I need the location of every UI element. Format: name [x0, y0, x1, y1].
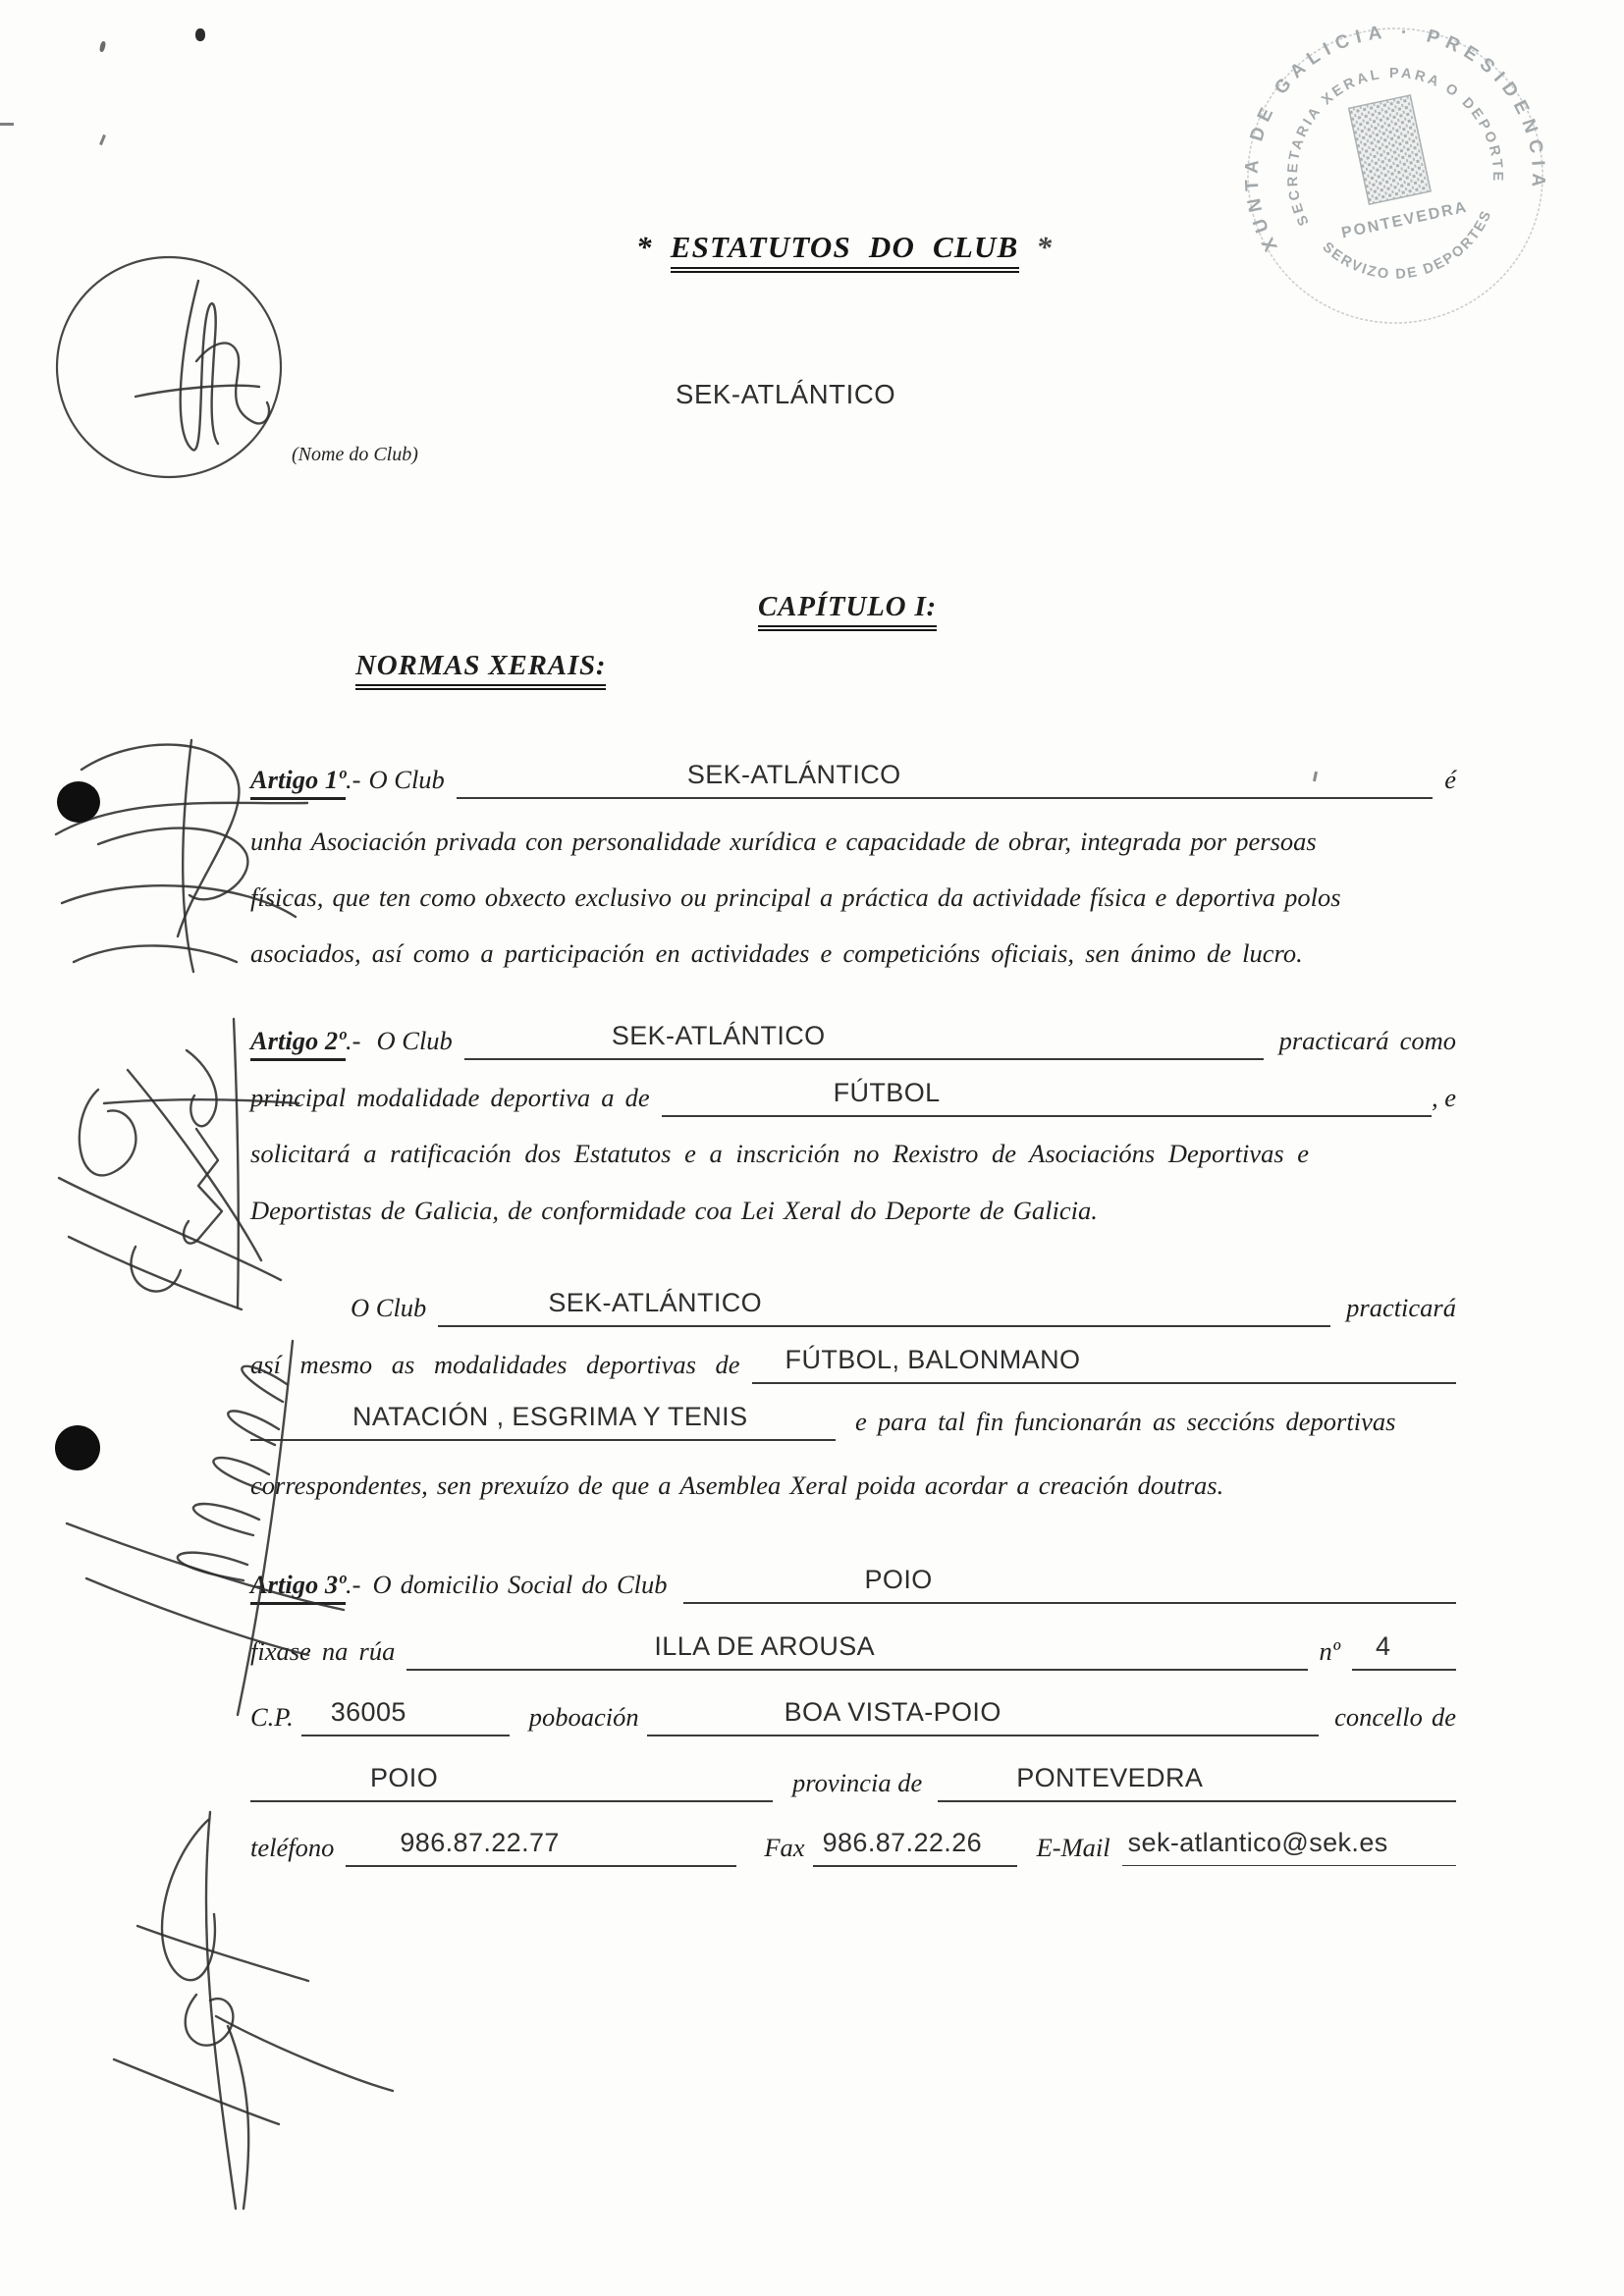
- article1-club-value: SEK-ATLÁNTICO: [686, 760, 901, 789]
- article3-street-label: fixase na rúa: [250, 1636, 396, 1666]
- article2-modality-tail: , e: [1431, 1083, 1456, 1112]
- official-round-stamp: [1203, 0, 1587, 368]
- article3-street-value: ILLA DE AROUSA: [654, 1631, 876, 1661]
- article1-body-line: unha Asociación privada con personalidade xurídica e capacidade de obrar, integrada por persoas: [250, 827, 1317, 856]
- article1-sep: .-: [346, 765, 361, 794]
- club-paragraph-line2-lead: así mesmo as modalidades deportivas de: [250, 1350, 740, 1379]
- article3-email-value: sek-atlantico@sek.es: [1127, 1828, 1388, 1857]
- article1-lead: O Club: [368, 765, 445, 794]
- article3-cp-row: [250, 1697, 1456, 1736]
- signature-margin-4: [81, 1798, 414, 2216]
- stamp-city-text: PONTEVEDRA: [1339, 198, 1470, 242]
- article3-fax-value: 986.87.22.26: [822, 1828, 983, 1857]
- article3-council-label: concello de: [1334, 1702, 1456, 1732]
- article3-town-label: poboación: [528, 1702, 639, 1732]
- article3-council-field: [250, 1763, 773, 1802]
- scan-speck: [99, 134, 106, 145]
- article2-sep: .-: [346, 1026, 361, 1055]
- article3-domicile-field: [683, 1565, 1456, 1604]
- signature-margin-2: [41, 1013, 306, 1322]
- club-paragraph-after: practicará: [1346, 1293, 1456, 1322]
- section-heading: [355, 650, 606, 690]
- hole-punch-dot: [55, 1425, 100, 1470]
- article2-modality-row: [250, 1078, 1456, 1117]
- article2-club-field: [464, 1021, 1264, 1060]
- club-paragraph-line3-tail: e para tal fin funcionarán as seccións deportivas: [855, 1407, 1396, 1436]
- article1-body-line: asociados, así como a participación en actividades e competicións oficiais, sen ánimo de lucro.: [250, 938, 1303, 968]
- article2-modality-field: [662, 1078, 1432, 1117]
- article3-lead: O domicilio Social do Club: [372, 1570, 668, 1599]
- article3-number-value: 4: [1376, 1631, 1391, 1661]
- article2-club-row: [250, 1021, 1456, 1061]
- article1-club-field: [457, 760, 1433, 799]
- article3-phone-label: teléfono: [250, 1833, 335, 1862]
- document-title-row: [636, 230, 1053, 273]
- article3-province-value: PONTEVEDRA: [1016, 1763, 1204, 1792]
- article2-body-line: Deportistas de Galicia, de conformidade coa Lei Xeral do Deporte de Galicia.: [250, 1196, 1098, 1225]
- article1-body-line: físicas, que ten como obxecto exclusivo ou principal a práctica da actividade física e deportiva polos: [250, 882, 1341, 912]
- section-heading-text: NORMAS XERAIS:: [355, 650, 606, 690]
- title-asterisk-right: *: [1036, 230, 1054, 264]
- club-paragraph-line3-value: NATACIÓN , ESGRIMA Y TENIS: [352, 1402, 748, 1431]
- article3-cp-value: 36005: [330, 1697, 406, 1727]
- article3-town-field: [647, 1697, 1320, 1736]
- article3-domicile-row: [250, 1565, 1456, 1605]
- article3-council-row: [250, 1763, 1456, 1802]
- article2-lead: O Club: [376, 1026, 453, 1055]
- signature-margin-1: [44, 728, 339, 1013]
- article2-modality-value: FÚTBOL: [833, 1078, 941, 1107]
- article3-contact-row: [250, 1828, 1456, 1867]
- club-paragraph-row2: [250, 1345, 1456, 1384]
- club-paragraph-row1: [250, 1288, 1456, 1327]
- scan-speck: [195, 28, 205, 41]
- article2-modality-lead: principal modalidade deportiva a de: [250, 1083, 650, 1112]
- article1-tail: é: [1444, 765, 1456, 794]
- article1-label: Artigo 1º: [250, 764, 346, 800]
- article3-email-label: E-Mail: [1036, 1833, 1110, 1862]
- article2-label: Artigo 2º: [250, 1025, 346, 1061]
- club-paragraph-club-field: [438, 1288, 1330, 1327]
- article2-club-value: SEK-ATLÁNTICO: [611, 1021, 826, 1050]
- stamp-emblem: [1349, 95, 1431, 204]
- article3-street-field: [406, 1631, 1307, 1671]
- club-paragraph-club-value: SEK-ATLÁNTICO: [548, 1288, 763, 1317]
- title-asterisk-left: *: [636, 230, 653, 264]
- article3-sep: .-: [346, 1570, 361, 1599]
- article3-number-label: nº: [1319, 1636, 1340, 1666]
- article3-email-field: [1122, 1828, 1456, 1866]
- article3-province-field: [938, 1763, 1456, 1802]
- scan-speck: [99, 41, 107, 53]
- stamp-inner-text: SECRETARIA XERAL PARA O DEPORTE: [1284, 65, 1506, 229]
- chapter-heading-text: CAPÍTULO I:: [758, 591, 937, 631]
- club-paragraph-line4: correspondentes, sen prexuízo de que a Asemblea Xeral poida acordar a creación doutras.: [250, 1470, 1224, 1500]
- club-paragraph-row3: [250, 1402, 1456, 1441]
- article3-fax-label: Fax: [764, 1833, 805, 1862]
- signature-circled: [49, 247, 304, 495]
- article3-domicile-value: POIO: [864, 1565, 933, 1594]
- article3-street-row: [250, 1631, 1456, 1671]
- article1-club-row: [250, 760, 1456, 800]
- article3-label: Artigo 3º: [250, 1569, 346, 1605]
- club-paragraph-line2-value: FÚTBOL, BALONMANO: [785, 1345, 1081, 1374]
- hole-punch-dot: [57, 781, 100, 823]
- document-title: ESTATUTOS DO CLUB: [671, 230, 1019, 273]
- signature-margin-3: [51, 1327, 355, 1725]
- article3-cp-label: C.P.: [250, 1702, 294, 1732]
- article3-council-value: POIO: [370, 1763, 439, 1792]
- club-name-typed: SEK-ATLÁNTICO: [676, 379, 896, 409]
- stamp-bottom-text: SERVIZO DE DEPORTES: [1319, 207, 1495, 283]
- scan-speck: [0, 123, 14, 126]
- article3-phone-value: 986.87.22.77: [400, 1828, 560, 1857]
- article2-after-club: practicará como: [1278, 1026, 1456, 1055]
- article3-town-value: BOA VISTA-POIO: [784, 1697, 1001, 1727]
- article3-province-label: provincia de: [792, 1768, 923, 1797]
- article3-fax-field: [813, 1828, 1017, 1867]
- chapter-heading: [758, 591, 937, 631]
- club-name-caption: (Nome do Club): [292, 444, 418, 465]
- article3-number-field: [1352, 1631, 1456, 1671]
- stamp-outer-text: XUNTA DE GALICIA · PRESIDENCIA: [1241, 22, 1549, 255]
- article2-body-line: solicitará a ratificación dos Estatutos e a inscrición no Rexistro de Asociacións Deportivas e: [250, 1139, 1310, 1168]
- club-paragraph-line2-field: [752, 1345, 1456, 1384]
- club-paragraph-lead: O Club: [351, 1293, 427, 1322]
